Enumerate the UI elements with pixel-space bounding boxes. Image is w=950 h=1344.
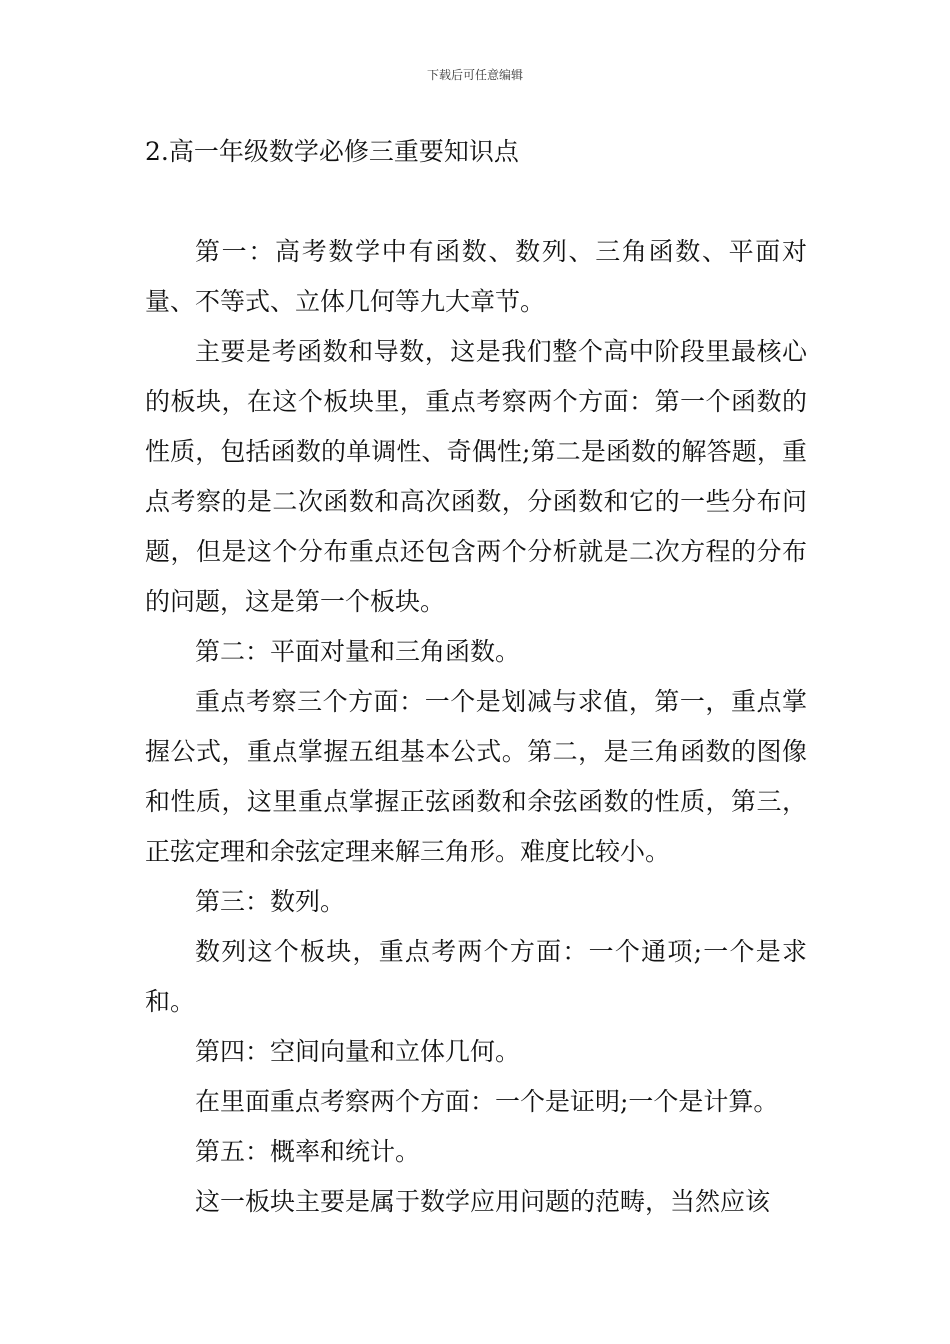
paragraph-8: 在里面重点考察两个方面：一个是证明;一个是计算。	[195, 1087, 779, 1116]
document-body	[145, 227, 807, 1227]
paragraph-10: 这一板块主要是属于数学应用问题的范畴，当然应该	[195, 1187, 771, 1216]
paragraph-7: 第四：空间向量和立体几何。	[195, 1037, 521, 1066]
paragraph-3: 第二：平面对量和三角函数。	[195, 637, 521, 666]
header-note: 下载后可任意编辑	[426, 68, 523, 82]
paragraph-1: 第一：高考数学中有函数、数列、三角函数、平面对量、不等式、立体几何等九大章节。	[145, 237, 807, 316]
document-title: 2.高一年级数学必修三重要知识点	[145, 137, 519, 166]
paragraph-2: 主要是考函数和导数，这是我们整个高中阶段里最核心的板块，在这个板块里，重点考察两个方面：第一个函数的性质，包括函数的单调性、奇偶性;第二是函数的解答题，重点考察的是二次函数和高次函数，分函数和它的一些分布问题，但是这个分布重点还包含两个分析就是二次方程的分布的问题，这是第一个板块。	[145, 337, 807, 616]
paragraph-4: 重点考察三个方面：一个是划减与求值，第一，重点掌握公式，重点掌握五组基本公式。第二，是三角函数的图像和性质，这里重点掌握正弦函数和余弦函数的性质，第三，正弦定理和余弦定理来解三角形。难度比较小。	[145, 687, 807, 866]
paragraph-6: 数列这个板块，重点考两个方面：一个通项;一个是求和。	[145, 937, 807, 1016]
paragraph-5: 第三：数列。	[195, 887, 346, 916]
paragraph-9: 第五：概率和统计。	[195, 1137, 421, 1166]
